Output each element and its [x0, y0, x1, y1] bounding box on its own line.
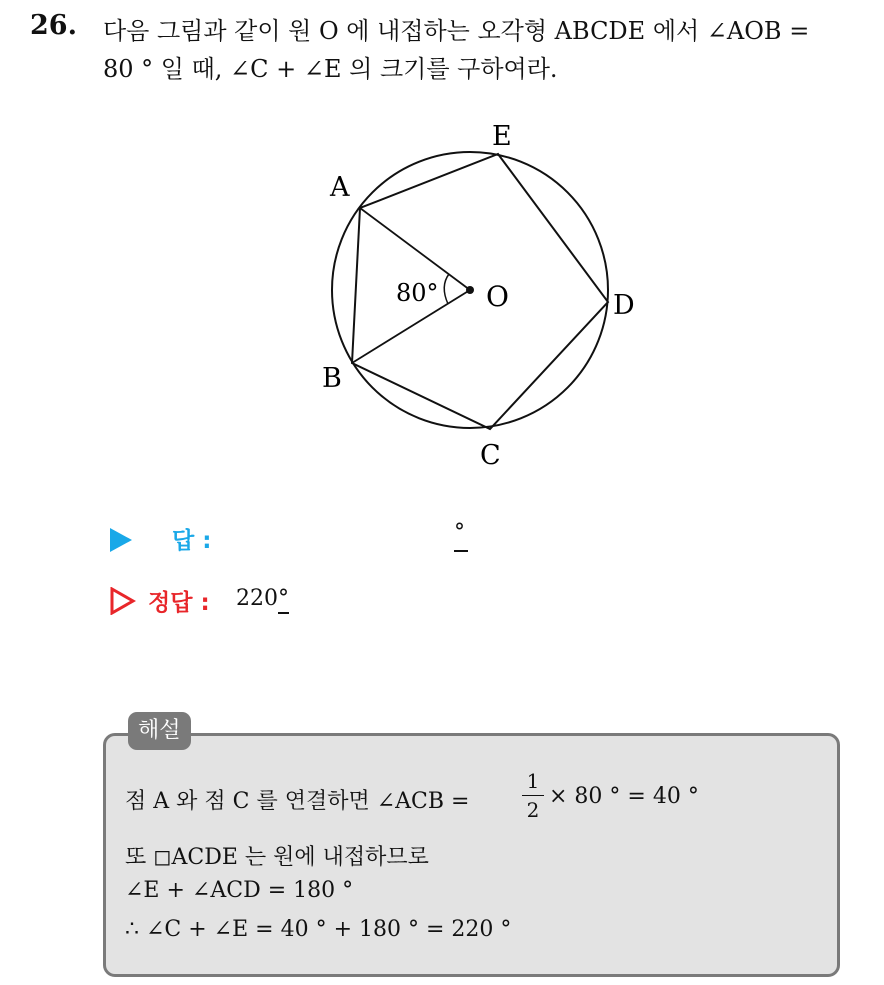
question-text: [103, 12, 873, 88]
correct-label: 정답 :: [148, 590, 210, 616]
question-number: 26.: [30, 10, 77, 41]
answer-label: 답 :: [172, 528, 212, 554]
segment-oa: [360, 208, 470, 290]
answer-unit: °: [454, 520, 465, 545]
label-d: D: [613, 290, 635, 321]
label-o: O: [486, 280, 509, 313]
play-triangle-icon: [110, 528, 132, 552]
center-point: [466, 286, 474, 294]
outline-triangle-icon: [110, 587, 136, 615]
question-line-2: 80 ° 일 때, ∠C + ∠E 의 크기를 구하여라.: [103, 55, 558, 83]
angle-value-label: 80°: [396, 279, 439, 307]
label-c: C: [480, 440, 501, 471]
correct-number: 220: [236, 586, 278, 611]
correct-answer-row: [110, 584, 610, 624]
answer-row: [110, 522, 610, 562]
angle-arc: [444, 274, 449, 304]
solution-tab: 해설: [128, 712, 191, 750]
fraction-bar: [522, 795, 544, 796]
question-line-1: 다음 그림과 같이 원 O 에 내접하는 오각형 ABCDE 에서 ∠AOB =: [103, 17, 810, 45]
solution-line-2: 또 ◻ACDE 는 원에 내접하므로: [125, 845, 429, 870]
correct-value: [236, 586, 289, 611]
solution-line-3: ∠E + ∠ACD = 180 °: [125, 878, 354, 903]
solution-line-4: ∴ ∠C + ∠E = 40 ° + 180 ° = 220 °: [125, 917, 512, 942]
solution-line-1-prefix: 점 A 와 점 C 를 연결하면 ∠ACB =: [125, 789, 470, 814]
pentagon-figure: [300, 110, 660, 480]
fraction-denominator: 2: [526, 798, 540, 822]
correct-unit: °: [278, 586, 289, 611]
fraction-numerator: 1: [526, 769, 540, 793]
solution-line-1-suffix: × 80 ° = 40 °: [549, 784, 699, 809]
answer-blank-underline[interactable]: [454, 550, 468, 552]
label-a: A: [330, 172, 350, 203]
solution-fraction: [522, 769, 544, 822]
label-e: E: [492, 121, 512, 152]
label-b: B: [322, 363, 342, 394]
